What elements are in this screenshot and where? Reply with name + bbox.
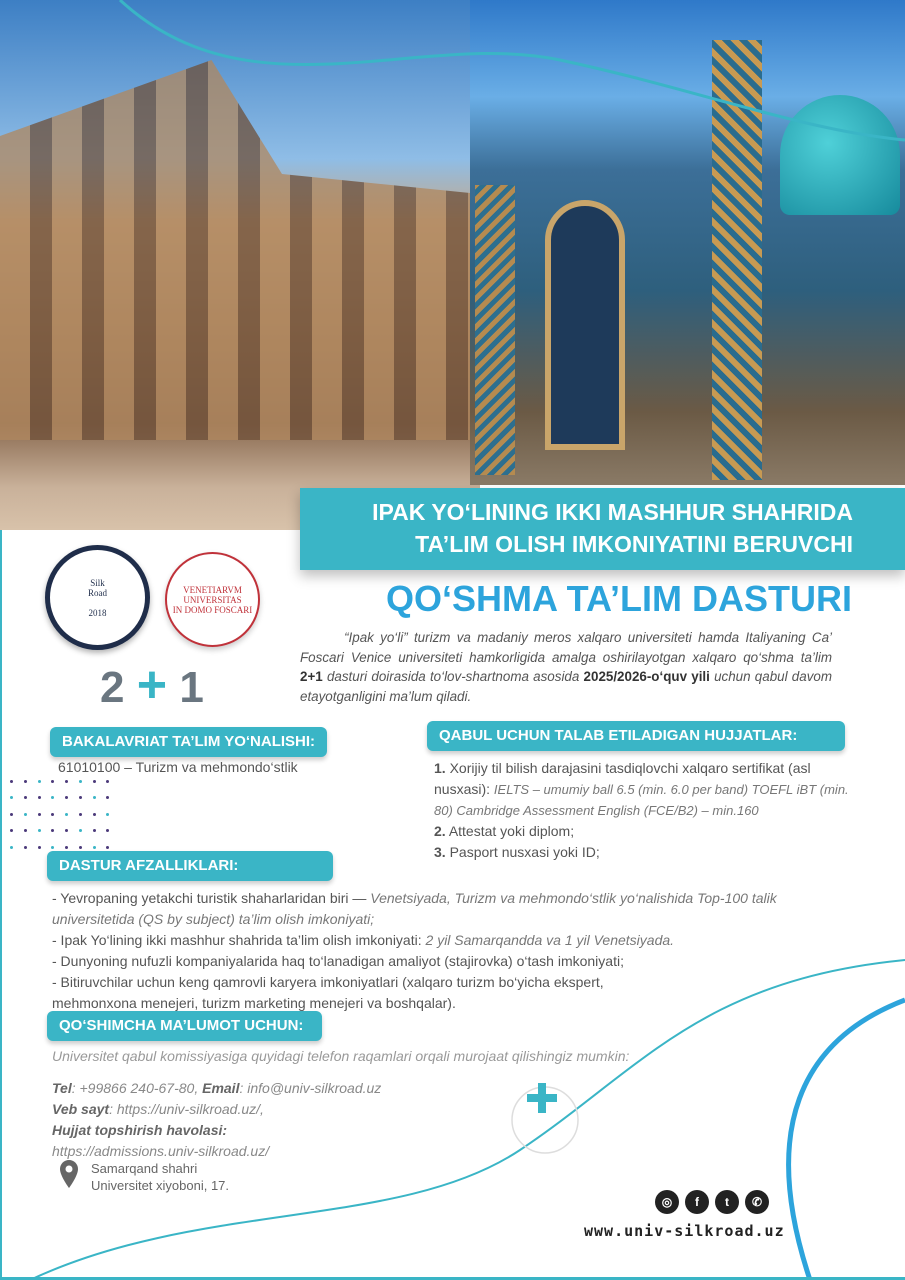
email-link[interactable]: : info@univ-silkroad.uz: [239, 1080, 382, 1096]
program-2-plus-1: 2 + 1: [100, 656, 204, 714]
documents-list: [434, 758, 854, 863]
document-item: 1. Xorijiy til bilish darajasini tasdiqlovchi xalqaro sertifikat (asl nusxasi): IELTS – umumiy ball 6.5 (min. 6.0 per band) TOEFL iBT (min. 80) Cambridge Assessment English (FCE/B2) – min.160: [434, 760, 849, 818]
advantage-item: - Bitiruvchilar uchun keng qamrovli karyera imkoniyatlari (xalqaro turizm bo‘yicha ekspert, mehmonxona menejeri, turizm marketing menejeri va boshqalar).: [52, 974, 604, 1011]
dot-pattern: [10, 780, 120, 850]
advantages-heading: DASTUR AFZALLIKLARI:: [47, 851, 333, 881]
ca-foscari-logo: VENETIARVM UNIVERSITAS IN DOMO FOSCARI: [165, 552, 260, 647]
admissions-link[interactable]: https://admissions.univ-silkroad.uz/: [52, 1143, 270, 1159]
document-item: 2. Attestat yoki diplom;: [434, 823, 575, 839]
twitter-icon[interactable]: t: [715, 1190, 739, 1214]
advantage-item: - Yevropaning yetakchi turistik shaharlaridan biri — Venetsiyada, Turizm va mehmondo‘stlik yo‘nalishida Top-100 talik universitetida (QS by subject) ta’lim olish imkoniyati;: [52, 890, 777, 927]
banner-line-2: TA’LIM OLISH IMKONIYATINI BERUVCHI: [415, 531, 853, 557]
banner-line-1: IPAK YO‘LINING IKKI MASHHUR SHAHRIDA: [372, 499, 853, 525]
advantage-item: - Dunyoning nufuzli kompaniyalarida haq to‘lanadigan amaliyot (stajirovka) o‘tash imkoniyati;: [52, 953, 624, 969]
social-links: [655, 1190, 769, 1214]
bachelor-program: 61010100 – Turizm va mehmondo‘stlik: [58, 759, 298, 775]
document-item: 3. Pasport nusxasi yoki ID;: [434, 844, 600, 860]
silkroad-university-logo: Silk Road 2018: [45, 545, 150, 650]
bachelor-heading: BAKALAVRIAT TA’LIM YO‘NALISHI:: [50, 727, 327, 757]
website-footer[interactable]: www.univ-silkroad.uz: [584, 1222, 785, 1240]
documents-heading: QABUL UCHUN TALAB ETILADIGAN HUJJATLAR:: [427, 721, 845, 751]
website-link[interactable]: : https://univ-silkroad.uz/,: [109, 1101, 264, 1117]
contact-details: Tel: +99866 240-67-80, Email: info@univ-silkroad.uz Veb sayt: https://univ-silkroad.uz/, Hujjat topshirish havolasi: https://admissions.univ-silkroad.uz/: [52, 1078, 381, 1162]
whatsapp-icon[interactable]: ✆: [745, 1190, 769, 1214]
page-title: QO‘SHMA TA’LIM DASTURI: [386, 578, 852, 619]
intro-paragraph: “Ipak yo‘li” turizm va madaniy meros xalqaro universiteti hamda Italiyaning Ca’ Foscari Venice universiteti hamkorligida amalga oshirilayotgan xalqaro qo‘shma ta’lim 2+1 dasturi doirasida to‘lov-shartnoma asosida 2025/2026-o‘quv yili uchun qabul davom etayotganligini ma’lum qiladi.: [300, 630, 832, 704]
advantages-list: [52, 888, 852, 1014]
contact-intro: Universitet qabul komissiyasiga quyidagi telefon raqamlari orqali murojaat qilishingiz mumkin:: [52, 1048, 630, 1064]
advantage-item: - Ipak Yo‘lining ikki mashhur shahrida ta’lim olish imkoniyati: 2 yil Samarqandda va 1 yil Venetsiyada.: [52, 932, 675, 948]
address: Samarqand shahri Universitet xiyoboni, 17.: [91, 1161, 230, 1193]
instagram-icon[interactable]: ◎: [655, 1190, 679, 1214]
contact-heading: QO‘SHIMCHA MA’LUMOT UCHUN:: [47, 1011, 322, 1041]
facebook-icon[interactable]: f: [685, 1190, 709, 1214]
location-pin-icon: [60, 1160, 78, 1188]
title-banner: [300, 488, 905, 570]
